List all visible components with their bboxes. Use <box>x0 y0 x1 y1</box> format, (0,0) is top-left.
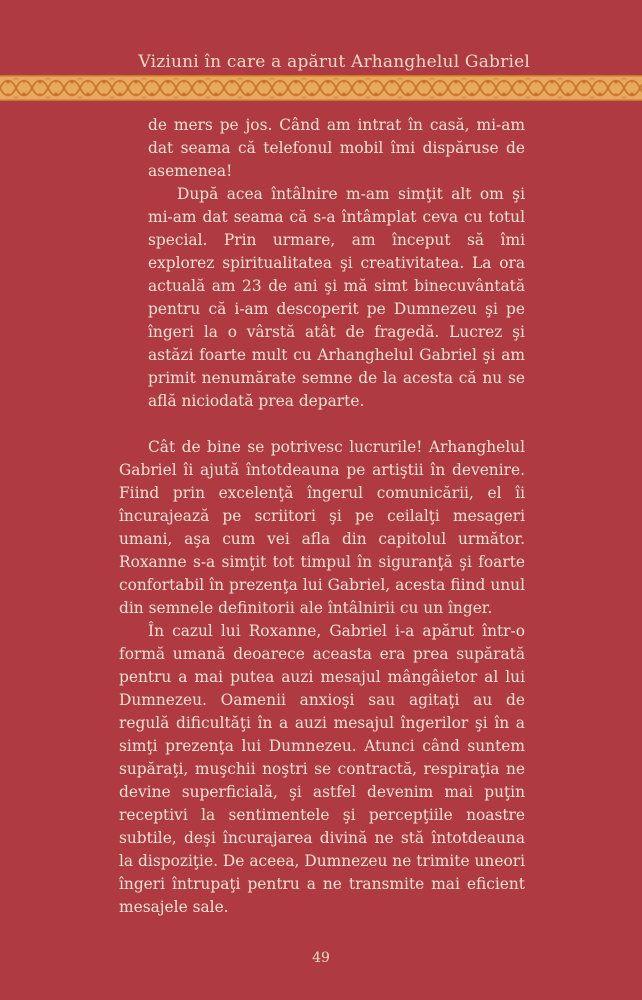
page-body <box>119 114 525 919</box>
quoted-testimony <box>148 114 525 413</box>
running-header: Viziuni în care a apărut Arhanghelul Gabriel <box>138 52 530 72</box>
paragraph-spacer <box>119 413 525 436</box>
body-paragraph: În cazul lui Roxanne, Gabriel i-a apărut într-o formă umană deoarece aceasta era prea supărată pentru a mai putea auzi mesajul mângâietor al lui Dumnezeu. Oamenii anxioşi sau agitaţi au de regulă dificultăţi în a auzi mesajul îngerilor şi în a simţi prezenţa lui Dumnezeu. Atunci când suntem supăraţi, muşchii noştri se contractă, respiraţia ne devine superficială, şi astfel devenim mai puţin receptivi la sentimentele şi percepţiile noastre subtile, deşi încurajarea divină ne stă întotdeauna la dispoziţie. De aceea, Dumnezeu ne trimite uneori îngeri întrupaţi pentru a ne transmite mai eficient mesajele sale. <box>119 622 525 916</box>
body-paragraph: Cât de bine se potrivesc lucrurile! Arhanghelul Gabriel îi ajută întotdeauna pe artiştii în devenire. Fiind prin excelenţă îngerul comunicării, el îi încurajează pe scriitori şi pe ceilalţi mesageri umani, aşa cum vei afla din capitolul următor. Roxanne s-a simţit tot timpul în siguranţă şi foarte confortabil în prezenţa lui Gabriel, acesta fiind unul din semnele definitorii ale întâlnirii cu un înger. <box>119 438 525 617</box>
quote-paragraph: de mers pe jos. Când am intrat în casă, mi-am dat seama că telefonul mobil îmi dispăruse de asemenea! <box>148 116 525 180</box>
ornamental-border-band <box>0 75 642 101</box>
page-number: 49 <box>312 950 330 966</box>
quote-paragraph: După acea întâlnire m-am simţit alt om şi mi-am dat seama că s-a întâmplat ceva cu totul special. Prin urmare, am început să îmi explorez spiritualitatea şi creativitatea. La ora actuală am 23 de ani şi mă simt binecuvântată pentru că i-am descoperit pe Dumnezeu şi pe îngeri la o vârstă atât de fragedă. Lucrez şi astăzi foarte mult cu Arhanghelul Gabriel şi am primit nenumărate semne de la acesta că nu se află niciodată prea departe. <box>148 185 525 410</box>
